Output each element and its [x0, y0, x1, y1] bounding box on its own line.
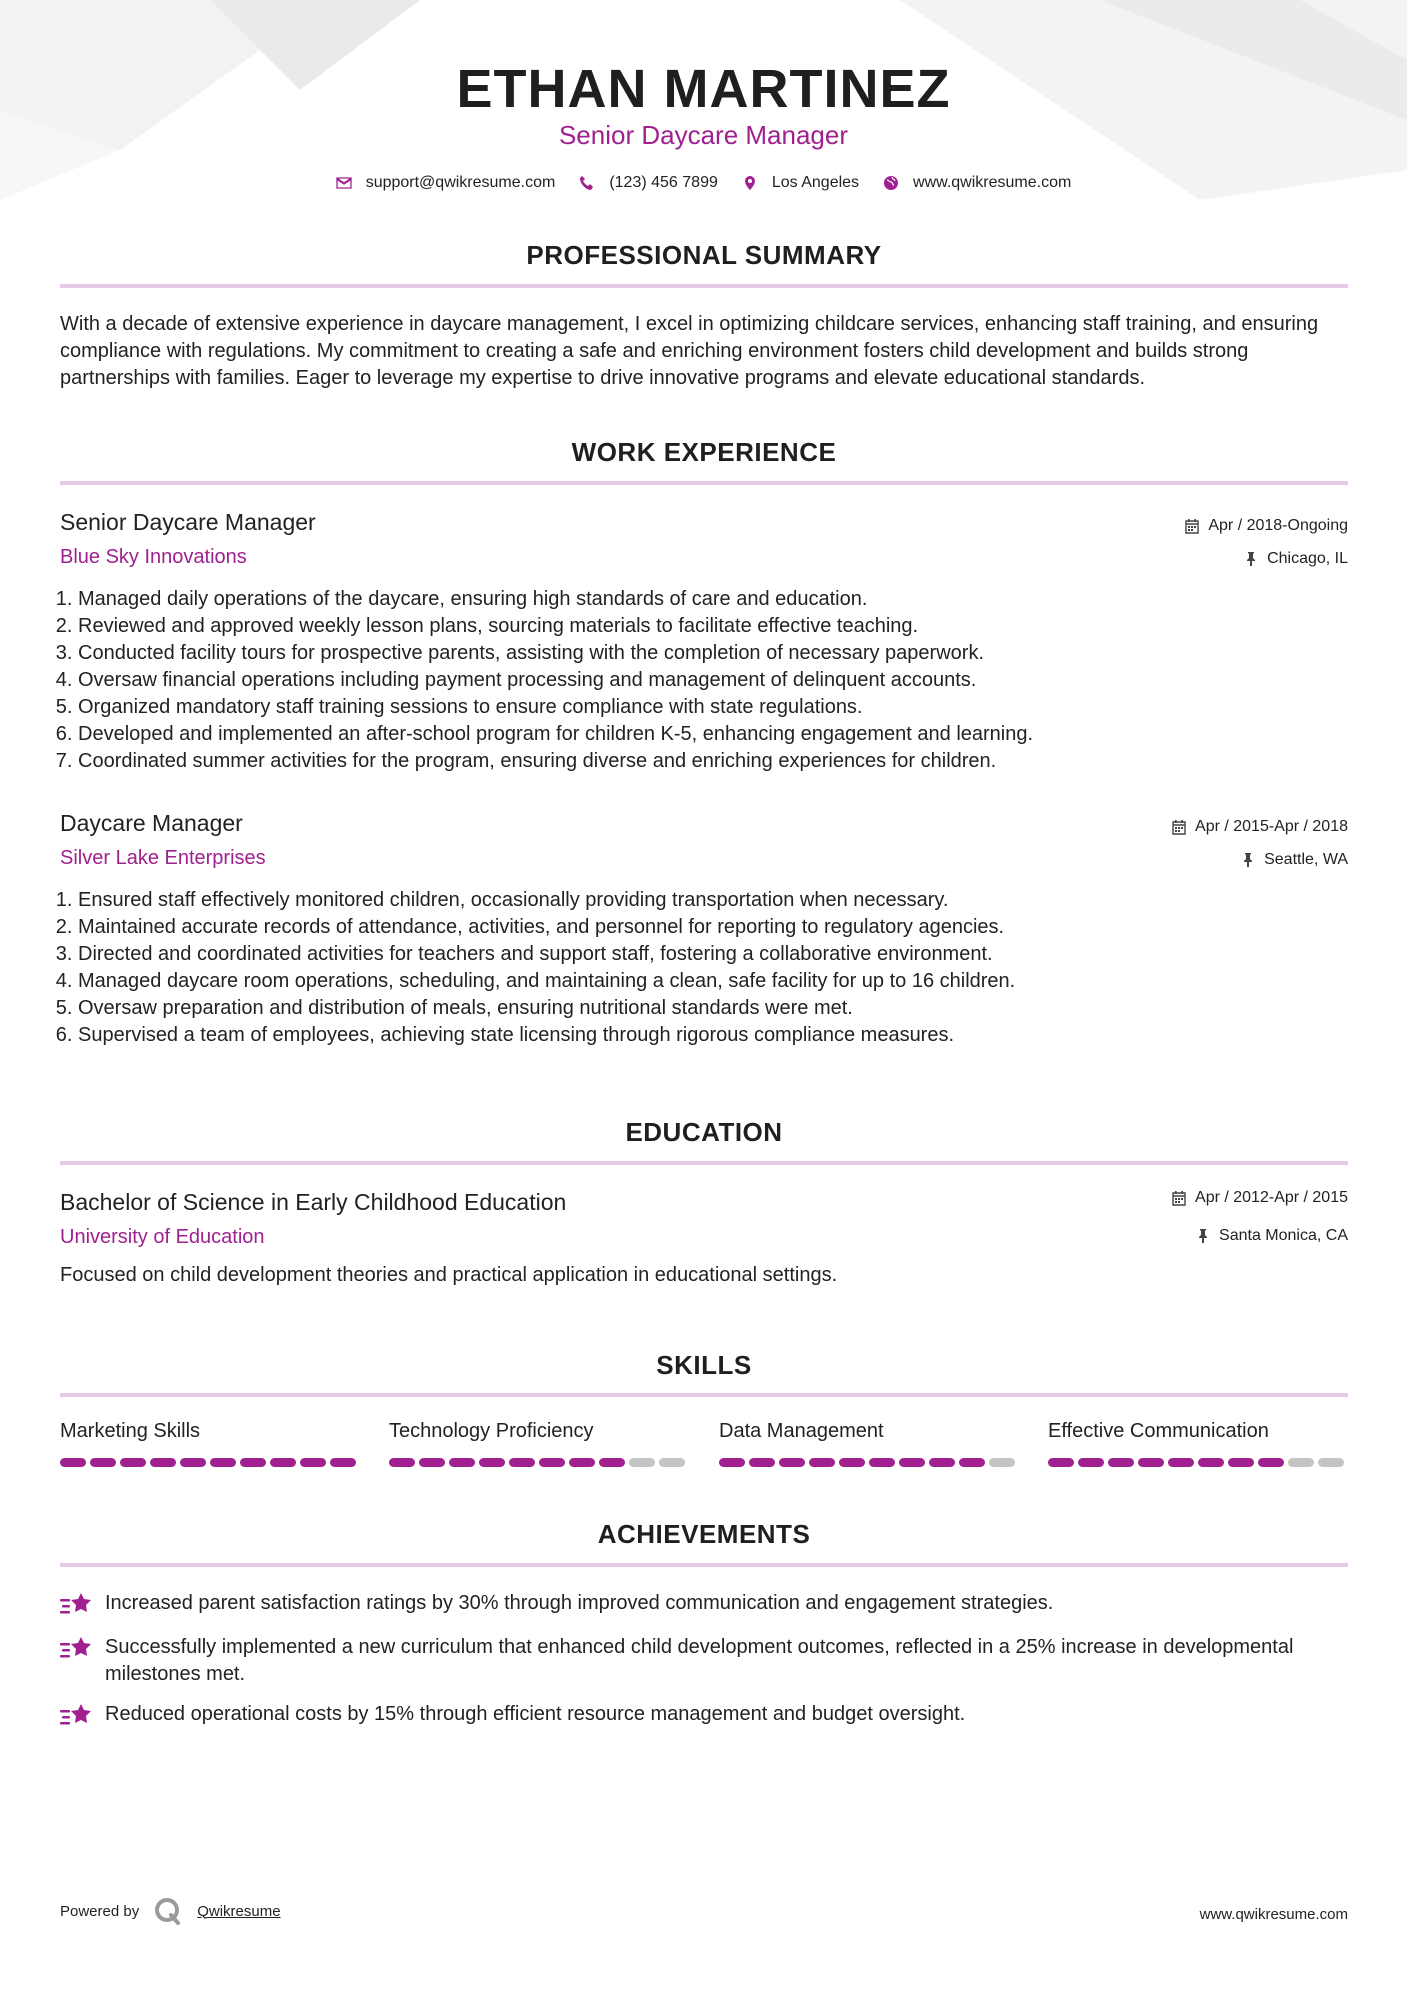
achievement-text: Successfully implemented a new curriculum that enhanced child development outcomes, reflected in a 25% increase in developmental milestones met. — [105, 1636, 1294, 1685]
skill-level-dot-filled — [569, 1458, 595, 1467]
job-company: Silver Lake Enterprises — [60, 847, 266, 869]
skill-level-dot-filled — [539, 1458, 565, 1467]
skill-level-dot-filled — [479, 1458, 505, 1467]
list-item: 5. Oversaw preparation and distribution of meals, ensuring nutritional standards were met. — [78, 995, 1278, 1022]
skill-level-dot-filled — [1228, 1458, 1254, 1467]
contact-website-text: www.qwikresume.com — [913, 174, 1072, 191]
skill-level-dot-filled — [509, 1458, 535, 1467]
list-item — [60, 1590, 1350, 1618]
skill-level-dot-filled — [869, 1458, 895, 1467]
skill-item — [1048, 1420, 1348, 1467]
skill-level-dot-filled — [929, 1458, 955, 1467]
education-school: University of Education — [60, 1226, 265, 1248]
contact-phone-text: (123) 456 7899 — [609, 174, 718, 191]
pushpin-icon — [1243, 551, 1259, 567]
section-title-summary: PROFESSIONAL SUMMARY — [526, 240, 882, 270]
skill-level-meter — [719, 1458, 1019, 1467]
pushpin-icon — [1240, 852, 1256, 868]
section-title-education: EDUCATION — [625, 1117, 783, 1147]
skill-level-dot-filled — [719, 1458, 745, 1467]
list-item: 4. Oversaw financial operations including payment processing and management of delinquent accounts. — [78, 667, 1278, 694]
skill-level-dot-empty — [659, 1458, 685, 1467]
skill-item — [389, 1420, 689, 1467]
skill-level-dot-filled — [1168, 1458, 1194, 1467]
skill-level-dot-filled — [959, 1458, 985, 1467]
section-title-skills: SKILLS — [656, 1350, 752, 1380]
calendar-icon — [1184, 518, 1200, 534]
candidate-name: ETHAN MARTINEZ — [456, 59, 951, 119]
skill-level-dot-filled — [60, 1458, 86, 1467]
contact-location — [742, 174, 859, 192]
contact-phone[interactable] — [579, 174, 718, 192]
job-dates-text: Apr / 2015-Apr / 2018 — [1195, 818, 1348, 835]
education-description: Focused on child development theories and practical application in educational settings. — [60, 1264, 838, 1286]
section-title-experience: WORK EXPERIENCE — [571, 437, 837, 467]
skill-level-dot-filled — [270, 1458, 296, 1467]
section-divider — [60, 284, 1348, 288]
contact-location-text: Los Angeles — [771, 174, 860, 191]
skill-level-dot-filled — [389, 1458, 415, 1467]
qwikresume-logo-icon — [153, 1896, 183, 1926]
job-location — [1243, 550, 1348, 568]
job-title: Daycare Manager — [60, 810, 243, 836]
achievement-text: Increased parent satisfaction ratings by 30% through improved communication and engagement strategies. — [105, 1592, 1054, 1614]
skill-level-dot-empty — [989, 1458, 1015, 1467]
job-duties-list — [60, 887, 1278, 1049]
skill-level-dot-filled — [90, 1458, 116, 1467]
skill-item — [60, 1420, 360, 1467]
skill-level-dot-filled — [210, 1458, 236, 1467]
list-item: 4. Managed daycare room operations, scheduling, and maintaining a clean, safe facility for up to 16 children. — [78, 968, 1278, 995]
section-divider — [60, 1393, 1348, 1397]
education-dates — [1171, 1189, 1348, 1207]
skill-level-dot-filled — [839, 1458, 865, 1467]
skill-level-dot-filled — [1138, 1458, 1164, 1467]
phone-icon — [579, 175, 595, 191]
list-item: 6. Developed and implemented an after-school program for children K-5, enhancing engagement and learning. — [78, 721, 1278, 748]
shooting-star-icon — [60, 1590, 94, 1618]
list-item: 5. Organized mandatory staff training sessions to ensure compliance with state regulations. — [78, 694, 1278, 721]
contact-website[interactable] — [883, 174, 1071, 192]
skill-level-dot-filled — [120, 1458, 146, 1467]
achievement-text: Reduced operational costs by 15% through efficient resource management and budget oversight. — [105, 1703, 966, 1725]
skill-name: Marketing Skills — [60, 1420, 201, 1442]
section-divider — [60, 481, 1348, 485]
skill-level-dot-filled — [1258, 1458, 1284, 1467]
list-item: 3. Directed and coordinated activities for teachers and support staff, fostering a collaborative environment. — [78, 941, 1278, 968]
list-item — [60, 1701, 1350, 1729]
job-location-text: Seattle, WA — [1264, 851, 1348, 868]
skill-level-dot-empty — [629, 1458, 655, 1467]
list-item: 3. Conducted facility tours for prospective parents, assisting with the completion of necessary paperwork. — [78, 640, 1278, 667]
pushpin-icon — [1195, 1228, 1211, 1244]
shooting-star-icon — [60, 1701, 94, 1729]
section-divider — [60, 1161, 1348, 1165]
skill-level-meter — [1048, 1458, 1348, 1467]
skill-level-dot-filled — [1078, 1458, 1104, 1467]
skill-level-dot-filled — [1048, 1458, 1074, 1467]
section-divider — [60, 1563, 1348, 1567]
job-title: Senior Daycare Manager — [60, 509, 316, 535]
skill-level-dot-filled — [419, 1458, 445, 1467]
brand-link[interactable]: Qwikresume — [197, 1902, 281, 1920]
education-location-text: Santa Monica, CA — [1219, 1227, 1348, 1244]
footer-powered-by — [60, 1896, 281, 1926]
skill-name: Data Management — [719, 1420, 884, 1442]
skill-level-dot-filled — [180, 1458, 206, 1467]
list-item: 7. Coordinated summer activities for the program, ensuring diverse and enriching experiences for children. — [78, 748, 1278, 775]
skill-level-dot-filled — [809, 1458, 835, 1467]
candidate-title: Senior Daycare Manager — [558, 120, 849, 150]
skill-level-dot-filled — [749, 1458, 775, 1467]
skill-level-dot-filled — [1108, 1458, 1134, 1467]
education-location — [1195, 1227, 1348, 1245]
skill-level-meter — [389, 1458, 689, 1467]
map-marker-icon — [742, 175, 758, 191]
list-item: 1. Ensured staff effectively monitored children, occasionally providing transportation when necessary. — [78, 887, 1278, 914]
footer-website[interactable]: www.qwikresume.com — [1199, 1906, 1348, 1923]
job-company: Blue Sky Innovations — [60, 546, 247, 568]
education-dates-text: Apr / 2012-Apr / 2015 — [1195, 1189, 1348, 1206]
contact-email[interactable] — [336, 174, 556, 192]
skill-level-dot-filled — [330, 1458, 356, 1467]
job-duties-list — [60, 586, 1278, 775]
list-item: 2. Reviewed and approved weekly lesson plans, sourcing materials to facilitate effective teaching. — [78, 613, 1278, 640]
list-item: 2. Maintained accurate records of attendance, activities, and personnel for reporting to regulatory agencies. — [78, 914, 1278, 941]
job-dates-text: Apr / 2018-Ongoing — [1208, 517, 1348, 534]
shooting-star-icon — [60, 1634, 94, 1662]
calendar-icon — [1171, 1190, 1187, 1206]
skill-level-dot-filled — [449, 1458, 475, 1467]
job-dates — [1184, 517, 1348, 535]
skill-level-dot-filled — [899, 1458, 925, 1467]
skill-level-dot-filled — [150, 1458, 176, 1467]
contact-bar — [0, 174, 1407, 192]
summary-text: With a decade of extensive experience in daycare management, I excel in optimizing childcare services, enhancing staff training, and ensuring compliance with regulations. My commitment to creating a safe and enriching environment fosters child development and builds strong partnerships with families. Eager to leverage my expertise to drive innovative programs and elevate educational standards. — [60, 313, 1319, 389]
skill-level-dot-filled — [779, 1458, 805, 1467]
skill-level-dot-empty — [1318, 1458, 1344, 1467]
globe-icon — [883, 175, 899, 191]
list-item — [60, 1634, 1350, 1688]
skill-name: Effective Communication — [1048, 1420, 1269, 1442]
skill-name: Technology Proficiency — [389, 1420, 594, 1442]
skill-level-dot-filled — [1198, 1458, 1224, 1467]
job-dates — [1171, 818, 1348, 836]
envelope-icon — [336, 175, 352, 191]
education-degree: Bachelor of Science in Early Childhood Education — [60, 1189, 567, 1215]
skill-level-dot-filled — [599, 1458, 625, 1467]
calendar-icon — [1171, 819, 1187, 835]
skill-level-dot-filled — [240, 1458, 266, 1467]
powered-by-label: Powered by — [60, 1902, 140, 1920]
section-title-achievements: ACHIEVEMENTS — [597, 1519, 811, 1549]
list-item: 6. Supervised a team of employees, achieving state licensing through rigorous compliance measures. — [78, 1022, 1278, 1049]
skill-level-meter — [60, 1458, 360, 1467]
contact-email-text: support@qwikresume.com — [365, 174, 556, 191]
list-item: 1. Managed daily operations of the daycare, ensuring high standards of care and education. — [78, 586, 1278, 613]
skill-level-dot-filled — [300, 1458, 326, 1467]
skill-level-dot-empty — [1288, 1458, 1314, 1467]
job-location-text: Chicago, IL — [1267, 550, 1348, 567]
skill-item — [719, 1420, 1019, 1467]
job-location — [1240, 851, 1348, 869]
